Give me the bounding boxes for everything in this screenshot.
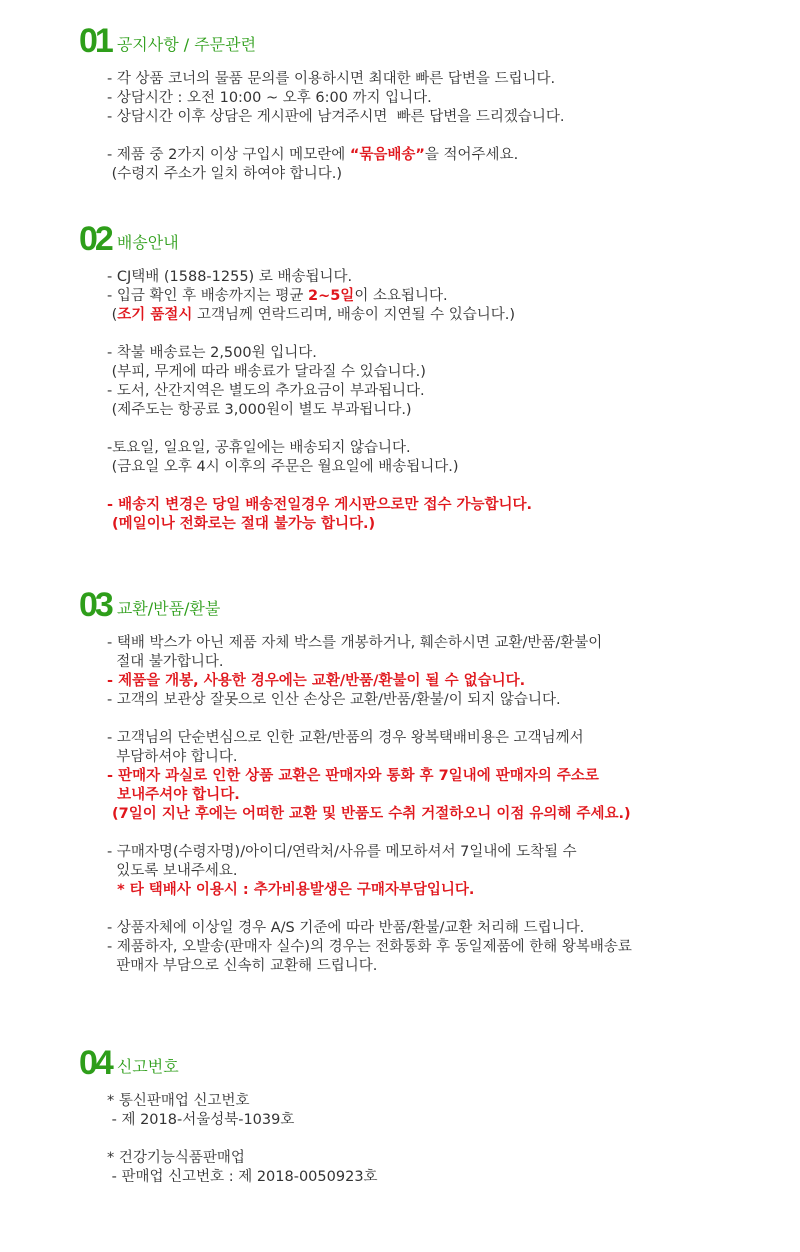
section-body (107, 70, 565, 184)
section-body (107, 634, 632, 976)
line-text: 부담하셔야 합니다. (107, 749, 238, 765)
line-spacer (107, 710, 632, 729)
highlight-text: * 타 택배사 이용시 : 추가비용발생은 구매자부담입니다. (107, 882, 475, 898)
line-text: - 상담시간 이후 상담은 게시판에 남겨주시면 빠른 답변을 드리겠습니다. (107, 109, 565, 125)
line-spacer (107, 824, 632, 843)
line-text: - 착불 배송료는 2,500원 입니다. (107, 345, 317, 361)
line-text: 판매자 부담으로 신속히 교환해 드립니다. (107, 958, 378, 974)
section-body (107, 268, 532, 534)
notice-line (107, 1111, 378, 1130)
notice-line (107, 957, 632, 976)
line-text: * 건강기능식품판매업 (107, 1150, 245, 1166)
section-title: 공지사항 / 주문관련 (116, 35, 257, 54)
section-body (107, 1092, 378, 1187)
highlight-text: “묶음배송” (349, 147, 425, 163)
notice-line (107, 1092, 378, 1111)
line-spacer (107, 127, 565, 146)
notice-line (107, 458, 532, 477)
section-number: 03 (79, 586, 111, 624)
line-text: (금요일 오후 4시 이후의 주문은 월요일에 배송됩니다.) (107, 459, 459, 475)
notice-line (107, 70, 565, 89)
section-header (79, 1040, 179, 1080)
line-text: - 판매업 신고번호 : 제 2018-0050923호 (107, 1169, 378, 1185)
section-number: 01 (79, 22, 111, 60)
section-header (79, 582, 220, 622)
notice-line (107, 401, 532, 420)
line-spacer (107, 1130, 378, 1149)
notice-line (107, 653, 632, 672)
notice-line (107, 382, 532, 401)
notice-line (107, 729, 632, 748)
notice-line (107, 919, 632, 938)
line-text: 절대 불가합니다. (107, 654, 224, 670)
notice-line (107, 862, 632, 881)
line-spacer (107, 420, 532, 439)
section-title: 신고번호 (116, 1057, 179, 1076)
line-text: -토요일, 일요일, 공휴일에는 배송되지 않습니다. (107, 440, 411, 456)
line-text: - 상품자체에 이상일 경우 A/S 기준에 따라 반품/환불/교환 처리해 드립니다. (107, 920, 585, 936)
notice-line (107, 306, 532, 325)
notice-line (107, 268, 532, 287)
notice-line (107, 805, 632, 824)
line-text: - 택배 박스가 아닌 제품 자체 박스를 개봉하거나, 훼손하시면 교환/반품/환불이 (107, 635, 603, 651)
line-text: (부피, 무게에 따라 배송료가 달라질 수 있습니다.) (107, 364, 426, 380)
notice-line (107, 108, 565, 127)
section-header (79, 18, 256, 58)
notice-line (107, 496, 532, 515)
line-spacer (107, 900, 632, 919)
section-header (79, 216, 179, 256)
section-number: 04 (79, 1044, 111, 1082)
notice-line (107, 691, 632, 710)
line-spacer (107, 325, 532, 344)
line-text: - 상담시간 : 오전 10:00 ~ 오후 6:00 까지 입니다. (107, 90, 432, 106)
line-text: - CJ택배 (1588-1255) 로 배송됩니다. (107, 269, 353, 285)
notice-line (107, 672, 632, 691)
highlight-text: - 배송지 변경은 당일 배송전일경우 게시판으로만 접수 가능합니다. (107, 497, 533, 513)
line-text: - 구매자명(수령자명)/아이디/연락처/사유를 메모하셔서 7일내에 도착될 수 (107, 844, 577, 860)
line-text: - 입금 확인 후 배송까지는 평균 (107, 288, 308, 304)
notice-line (107, 786, 632, 805)
notice-line (107, 843, 632, 862)
line-text: - 각 상품 코너의 물품 문의를 이용하시면 최대한 빠른 답변을 드립니다. (107, 71, 556, 87)
notice-line (107, 344, 532, 363)
line-text: 을 적어주세요. (424, 147, 519, 163)
notice-line (107, 748, 632, 767)
highlight-text: 2~5일 (307, 288, 355, 304)
notice-line (107, 363, 532, 382)
notice-line (107, 881, 632, 900)
line-text: ( (107, 307, 118, 323)
notice-line (107, 287, 532, 306)
notice-line (107, 439, 532, 458)
line-text: * 통신판매업 신고번호 (107, 1093, 250, 1109)
line-text: - 제품하자, 오발송(판매자 실수)의 경우는 전화통화 후 동일제품에 한해 왕복배송료 (107, 939, 632, 955)
line-text: - 도서, 산간지역은 별도의 추가요금이 부과됩니다. (107, 383, 425, 399)
notice-line (107, 1149, 378, 1168)
notice-line (107, 767, 632, 786)
highlight-text: (메일이나 전화로는 절대 불가능 합니다.) (107, 516, 376, 532)
line-text: 고객님께 연락드리며, 배송이 지연될 수 있습니다.) (192, 307, 516, 323)
notice-line (107, 146, 565, 165)
section-title: 교환/반품/환불 (116, 599, 221, 618)
section-title: 배송안내 (116, 233, 179, 252)
line-text: - 고객의 보관상 잘못으로 인산 손상은 교환/반품/환불/이 되지 않습니다. (107, 692, 561, 708)
line-text: - 제품 중 2가지 이상 구입시 메모란에 (107, 147, 350, 163)
highlight-text: 보내주셔야 합니다. (107, 787, 240, 803)
highlight-text: - 제품을 개봉, 사용한 경우에는 교환/반품/환불이 될 수 없습니다. (107, 673, 526, 689)
highlight-text: 조기 품절시 (117, 307, 193, 323)
notice-line (107, 634, 632, 653)
line-text: (제주도는 항공료 3,000원이 별도 부과됩니다.) (107, 402, 412, 418)
highlight-text: - 판매자 과실로 인한 상품 교환은 판매자와 통화 후 7일내에 판매자의 주소로 (107, 768, 599, 784)
section-number: 02 (79, 220, 111, 258)
notice-line (107, 89, 565, 108)
line-text: (수령지 주소가 일치 하여야 합니다.) (107, 166, 343, 182)
line-text: 이 소요됩니다. (354, 288, 448, 304)
notice-line (107, 515, 532, 534)
line-text: 있도록 보내주세요. (107, 863, 238, 879)
notice-line (107, 165, 565, 184)
line-spacer (107, 477, 532, 496)
notice-line (107, 1168, 378, 1187)
line-text: - 고객님의 단순변심으로 인한 교환/반품의 경우 왕복택배비용은 고객님께서 (107, 730, 584, 746)
notice-line (107, 938, 632, 957)
highlight-text: (7일이 지난 후에는 어떠한 교환 및 반품도 수취 거절하오니 이점 유의해 주세요.) (107, 806, 631, 822)
line-text: - 제 2018-서울성북-1039호 (107, 1112, 295, 1128)
